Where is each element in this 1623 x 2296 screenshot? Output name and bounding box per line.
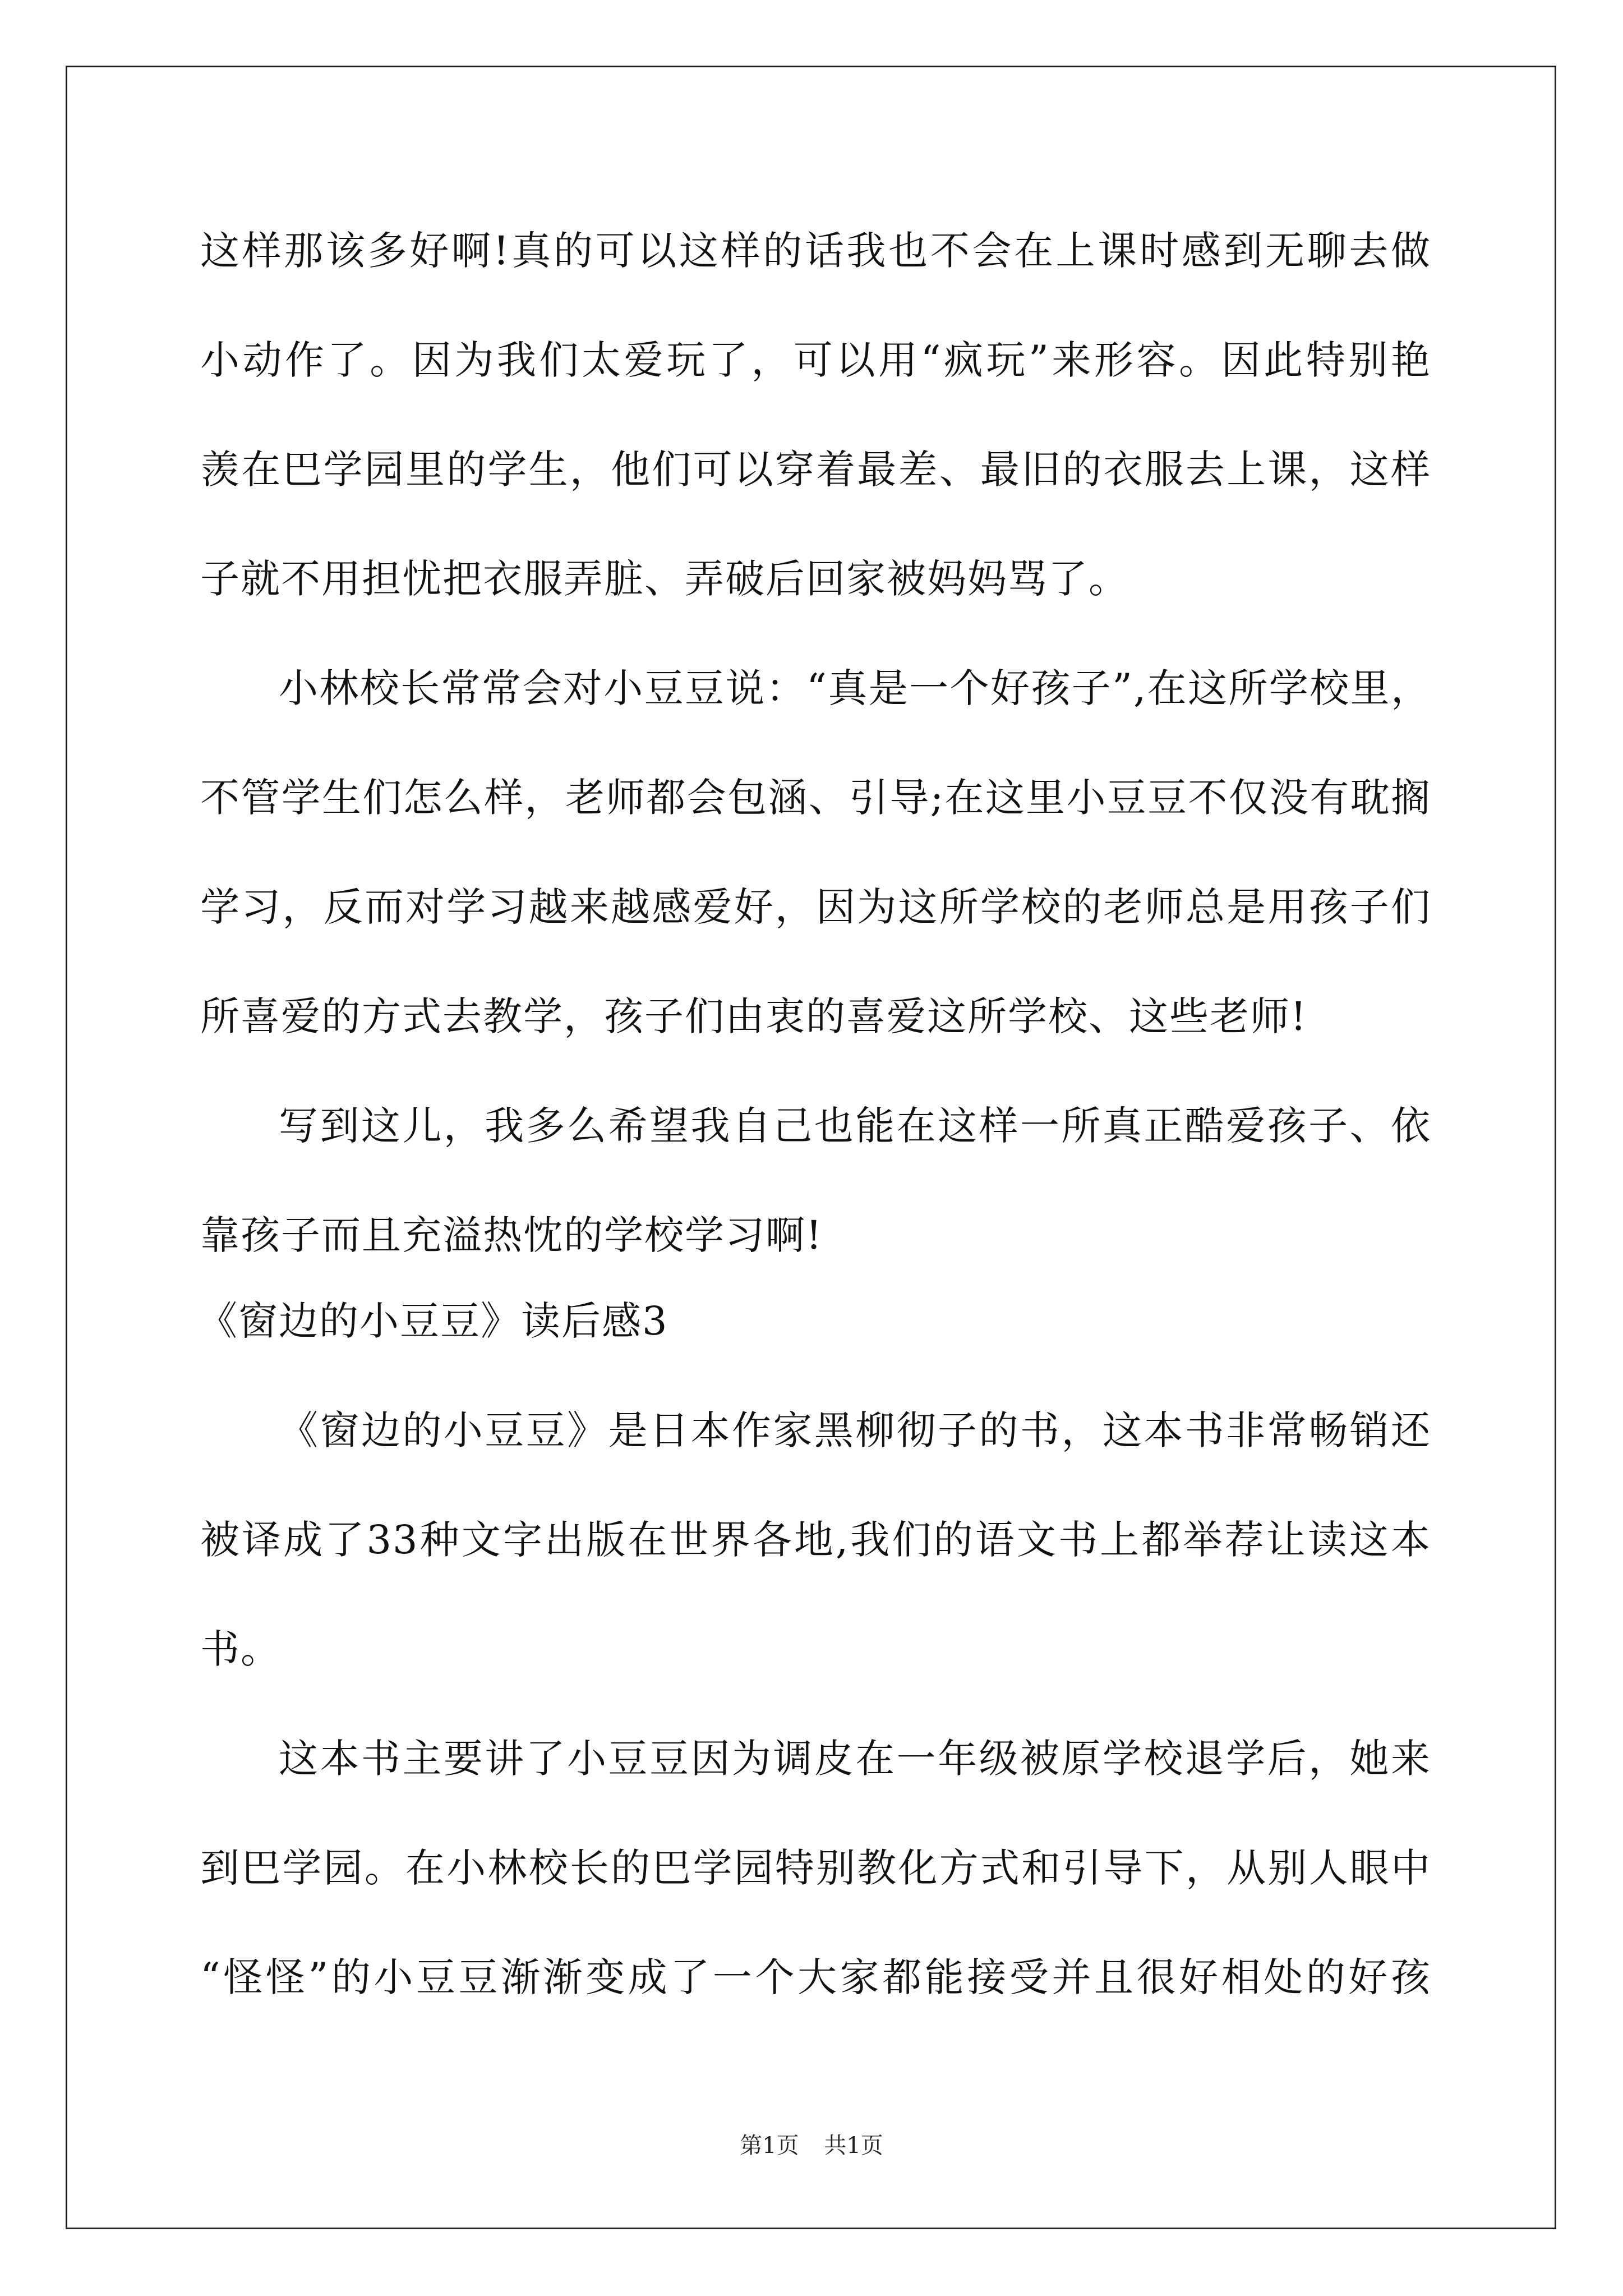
text-line: 这样那该多好啊!真的可以这样的话我也不会在上课时感到无聊去做 <box>200 228 1431 274</box>
text-line: 《窗边的小豆豆》是日本作家黑柳彻子的书，这本书非常畅销还 <box>279 1407 1431 1453</box>
text-line: “怪怪”的小豆豆渐渐变成了一个大家都能接受并且很好相处的好孩 <box>200 1954 1431 2000</box>
page-number: 第1页 <box>740 2133 799 2159</box>
text-line: 小林校长常常会对小豆豆说：“真是一个好孩子”,在这所学校里， <box>279 665 1431 711</box>
text-line: 子就不用担忧把衣服弄脏、弄破后回家被妈妈骂了。 <box>200 556 1129 602</box>
section-heading: 《窗边的小豆豆》读后感3 <box>198 1298 668 1344</box>
text-line: 羡在巴学园里的学生，他们可以穿着最差、最旧的衣服去上课，这样 <box>200 447 1431 493</box>
text-line: 小动作了。因为我们太爱玩了，可以用“疯玩”来形容。因此特别艳 <box>200 337 1431 383</box>
text-line: 学习，反而对学习越来越感爱好，因为这所学校的老师总是用孩子们 <box>200 884 1431 930</box>
text-line: 所喜爱的方式去教学，孩子们由衷的喜爱这所学校、这些老师! <box>200 993 1308 1039</box>
page-total: 共1页 <box>824 2133 883 2159</box>
text-line: 这本书主要讲了小豆豆因为调皮在一年级被原学校退学后，她来 <box>279 1736 1431 1782</box>
text-line: 被译成了33种文字出版在世界各地,我们的语文书上都举荐让读这本 <box>200 1517 1431 1563</box>
text-line: 靠孩子而且充溢热忱的学校学习啊! <box>200 1212 823 1258</box>
text-line: 不管学生们怎么样，老师都会包涵、引导;在这里小豆豆不仅没有耽搁 <box>200 775 1431 821</box>
page-footer <box>0 2132 1623 2160</box>
text-line: 到巴学园。在小林校长的巴学园特别教化方式和引导下，从别人眼中 <box>200 1845 1431 1891</box>
text-line: 书。 <box>200 1626 281 1672</box>
text-line: 写到这儿，我多么希望我自己也能在这样一所真正酷爱孩子、依 <box>279 1103 1431 1149</box>
